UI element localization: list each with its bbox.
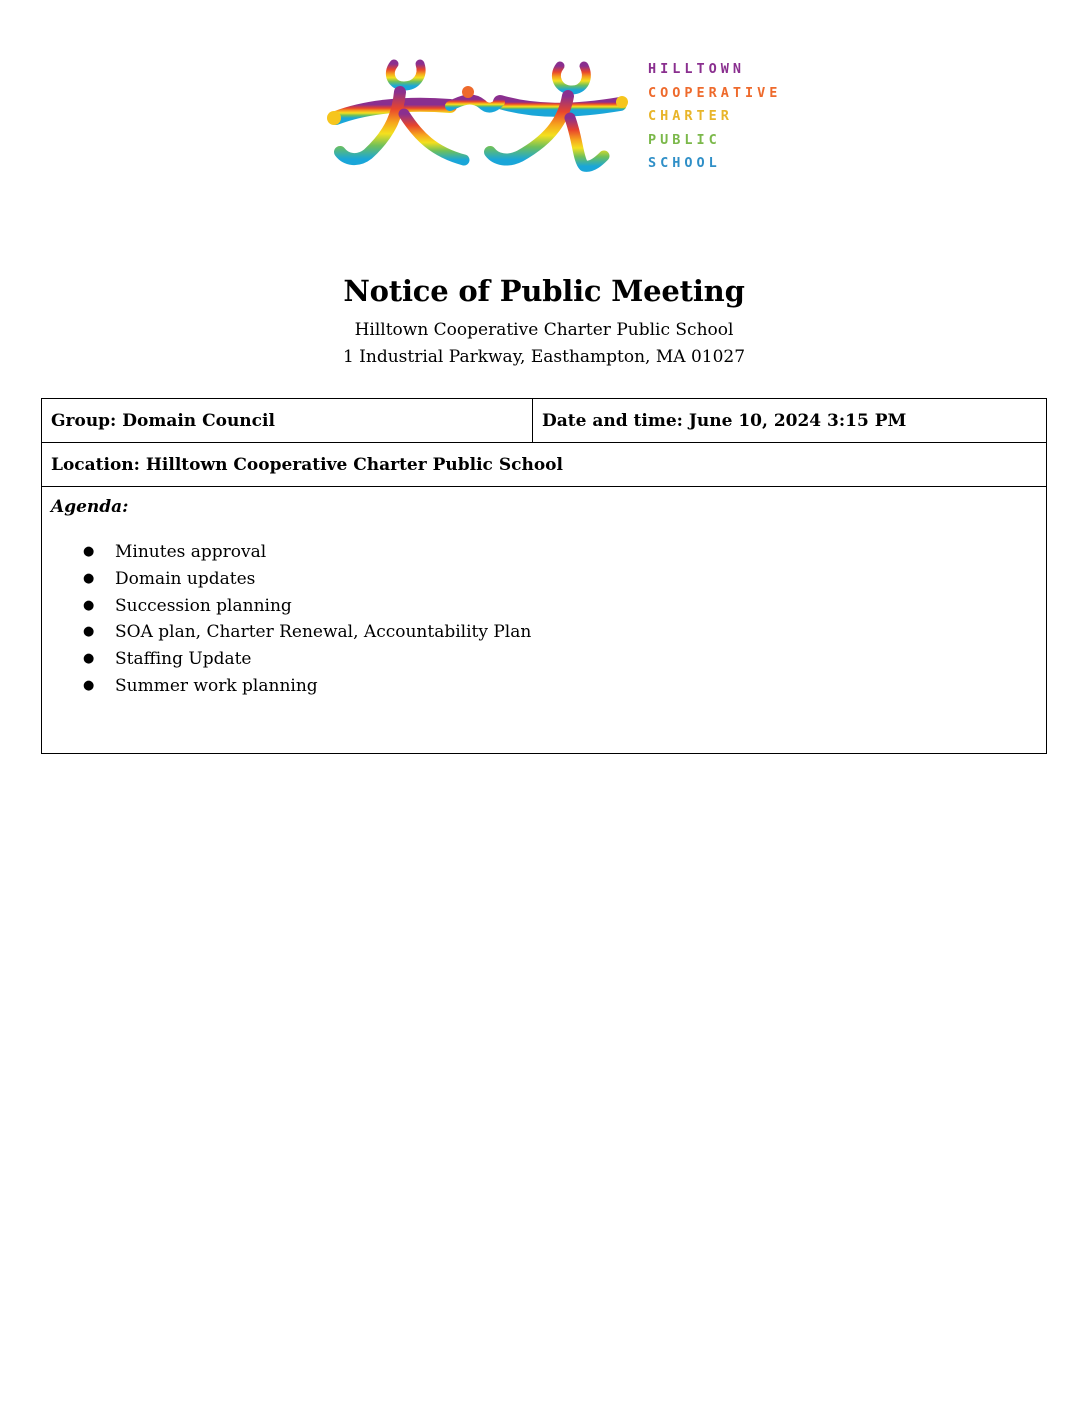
bullet-icon: ●: [83, 597, 95, 613]
agenda-list: [51, 539, 1037, 700]
logo-figures-icon: [322, 52, 632, 180]
logo-line-public: PUBLIC: [648, 131, 721, 148]
bullet-icon: ●: [83, 624, 95, 640]
logo-wordmark: [648, 58, 788, 176]
agenda-label: Agenda:: [51, 497, 129, 517]
logo-line-charter: CHARTER: [648, 108, 733, 124]
page-title: Notice of Public Meeting: [343, 274, 745, 308]
agenda-item: ● SOA plan, Charter Renewal, Accountability Plan: [51, 619, 1037, 646]
bullet-icon: ●: [83, 651, 95, 667]
bullet-icon: ●: [83, 677, 95, 693]
group-cell: Group: Domain Council: [42, 399, 533, 443]
bullet-icon: ●: [83, 570, 95, 586]
logo-line-school: SCHOOL: [648, 155, 721, 171]
agenda-item: ● Staffing Update: [51, 646, 1037, 673]
agenda-item: ● Succession planning: [51, 593, 1037, 620]
bullet-icon: ●: [83, 544, 95, 559]
school-name: Hilltown Cooperative Charter Public School: [354, 320, 734, 340]
agenda-item: ● Minutes approval: [51, 539, 1037, 566]
logo-line-hilltown: HILLTOWN: [648, 61, 746, 77]
school-logo: [322, 52, 792, 180]
agenda-item: ● Domain updates: [51, 566, 1037, 593]
agenda-cell: [42, 487, 1047, 754]
agenda-item: ● Summer work planning: [51, 673, 1037, 700]
school-address: 1 Industrial Parkway, Easthampton, MA 01027: [342, 347, 746, 367]
location-cell: Location: Hilltown Cooperative Charter Public School: [42, 443, 1047, 487]
datetime-cell: Date and time: June 10, 2024 3:15 PM: [533, 399, 1047, 443]
logo-line-cooperative: COOPERATIVE: [648, 84, 782, 101]
meeting-details-table: [41, 398, 1047, 754]
